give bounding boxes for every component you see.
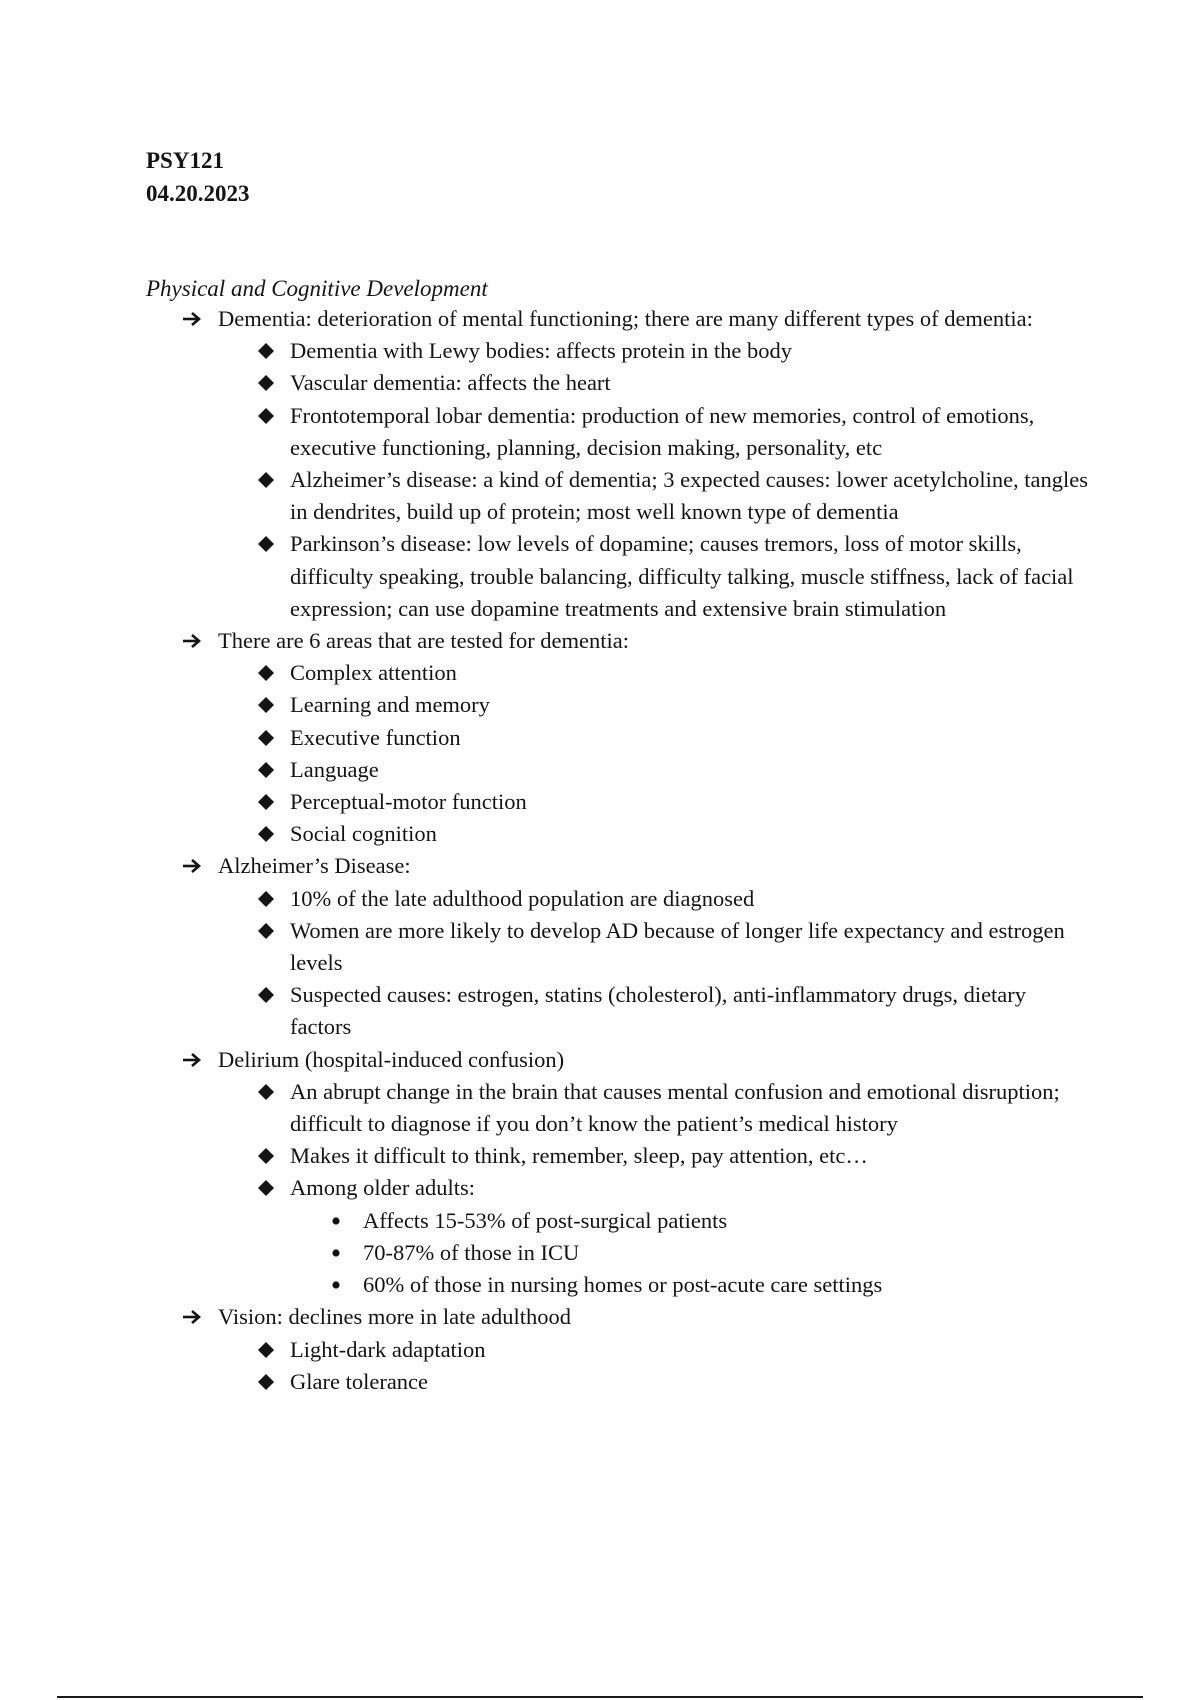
diamond-bullet-icon	[254, 883, 278, 915]
sub-list	[0, 1076, 1200, 1301]
note-text: Light-dark adaptation	[290, 1336, 486, 1362]
sub-list	[0, 883, 1200, 1044]
note-text: Suspected causes: estrogen, statins (cholesterol), anti-inflammatory drugs, dietary factors	[290, 982, 1027, 1040]
arrow-bullet-icon	[180, 303, 204, 335]
note-text: Vascular dementia: affects the heart	[290, 370, 611, 396]
note-item-level-2	[0, 400, 1200, 464]
course-code: PSY121	[146, 148, 224, 173]
notes-list	[0, 303, 1200, 1398]
diamond-bullet-icon	[254, 1076, 278, 1108]
diamond-bullet-icon	[254, 528, 278, 560]
note-item-level-2	[0, 657, 1200, 689]
arrow-bullet-icon	[180, 1301, 204, 1333]
note-text: Social cognition	[290, 821, 437, 847]
note-item-level-2	[0, 722, 1200, 754]
note-text: Makes it difficult to think, remember, sleep, pay attention, etc…	[290, 1143, 868, 1169]
note-item-level-1	[0, 303, 1200, 335]
note-item-level-2	[0, 367, 1200, 399]
note-text: Perceptual-motor function	[290, 789, 527, 815]
note-item-level-2	[0, 464, 1200, 528]
note-text: Complex attention	[290, 660, 457, 686]
note-item-level-3	[0, 1205, 1200, 1237]
note-item-level-1	[0, 850, 1200, 882]
diamond-bullet-icon	[254, 1172, 278, 1204]
section-title: Physical and Cognitive Development	[146, 276, 488, 301]
note-item-level-2	[0, 528, 1200, 625]
sub-list	[0, 335, 1200, 625]
diamond-bullet-icon	[254, 657, 278, 689]
note-text: Dementia with Lewy bodies: affects protein in the body	[290, 338, 792, 364]
note-item-level-3	[0, 1269, 1200, 1301]
sub-list	[0, 657, 1200, 850]
note-text: Language	[290, 756, 379, 782]
lecture-date: 04.20.2023	[146, 181, 250, 206]
diamond-bullet-icon	[254, 464, 278, 496]
dot-bullet-icon	[324, 1269, 348, 1301]
note-text: Glare tolerance	[290, 1368, 429, 1394]
note-text: 10% of the late adulthood population are diagnosed	[290, 885, 755, 911]
note-text: Dementia: deterioration of mental functioning; there are many different types of dementia:	[218, 306, 1033, 331]
note-text: An abrupt change in the brain that causes mental confusion and emotional disruption; difficult to diagnose if you don’t know the patient’s medical history	[290, 1078, 1060, 1137]
note-text: Frontotemporal lobar dementia: production of new memories, control of emotions, executive functioning, planning, decision making, personality, etc	[290, 402, 1035, 460]
dot-bullet-icon	[324, 1237, 348, 1269]
sub-list	[0, 1334, 1200, 1398]
note-text: Among older adults:	[290, 1175, 475, 1201]
note-item-level-3	[0, 1237, 1200, 1269]
note-text: Vision: declines more in late adulthood	[218, 1304, 571, 1330]
note-text: Executive function	[290, 724, 461, 750]
diamond-bullet-icon	[254, 754, 278, 786]
sub-list	[0, 1205, 1200, 1302]
diamond-bullet-icon	[254, 367, 278, 399]
arrow-bullet-icon	[180, 625, 204, 657]
diamond-bullet-icon	[254, 818, 278, 850]
note-text: 60% of those in nursing homes or post-acute care settings	[363, 1272, 883, 1298]
diamond-bullet-icon	[254, 786, 278, 818]
diamond-bullet-icon	[254, 722, 278, 754]
note-item-level-2	[0, 915, 1200, 979]
note-item-level-2	[0, 786, 1200, 818]
diamond-bullet-icon	[254, 1140, 278, 1172]
diamond-bullet-icon	[254, 1334, 278, 1366]
document-header	[146, 144, 250, 210]
note-item-level-2	[0, 1076, 1200, 1140]
dot-bullet-icon	[324, 1205, 348, 1237]
note-item-level-2	[0, 335, 1200, 367]
note-item-level-1	[0, 1301, 1200, 1333]
diamond-bullet-icon	[254, 689, 278, 721]
page-bottom-rule	[57, 1696, 1143, 1698]
note-item-level-2	[0, 979, 1200, 1043]
note-item-level-2	[0, 1334, 1200, 1366]
arrow-bullet-icon	[180, 1044, 204, 1076]
note-item-level-1	[0, 625, 1200, 657]
diamond-bullet-icon	[254, 979, 278, 1011]
note-text: Learning and memory	[290, 692, 490, 718]
note-text: Women are more likely to develop AD because of longer life expectancy and estrogen levels	[290, 917, 1065, 976]
note-item-level-2	[0, 818, 1200, 850]
diamond-bullet-icon	[254, 400, 278, 432]
diamond-bullet-icon	[254, 335, 278, 367]
note-text: Delirium (hospital-induced confusion)	[218, 1046, 565, 1072]
note-text: Parkinson’s disease: low levels of dopamine; causes tremors, loss of motor skills, difficulty speaking, trouble balancing, difficulty talking, muscle stiffness, lack of facial expression; can use dopamine treatments and extensive brain stimulation	[290, 531, 1074, 621]
note-item-level-2	[0, 689, 1200, 721]
note-text: Alzheimer’s Disease:	[218, 853, 411, 879]
note-item-level-2	[0, 883, 1200, 915]
arrow-bullet-icon	[180, 850, 204, 882]
note-text: There are 6 areas that are tested for dementia:	[218, 628, 630, 654]
note-item-level-2	[0, 1140, 1200, 1172]
note-item-level-2	[0, 1172, 1200, 1204]
note-item-level-2	[0, 1366, 1200, 1398]
note-item-level-2	[0, 754, 1200, 786]
diamond-bullet-icon	[254, 1366, 278, 1398]
diamond-bullet-icon	[254, 915, 278, 947]
note-text: 70-87% of those in ICU	[363, 1239, 580, 1265]
note-text: Affects 15-53% of post-surgical patients	[363, 1207, 728, 1233]
note-text: Alzheimer’s disease: a kind of dementia; 3 expected causes: lower acetylcholine, tangles in dendrites, build up of protein; most well known type of dementia	[290, 467, 1089, 525]
note-item-level-1	[0, 1044, 1200, 1076]
